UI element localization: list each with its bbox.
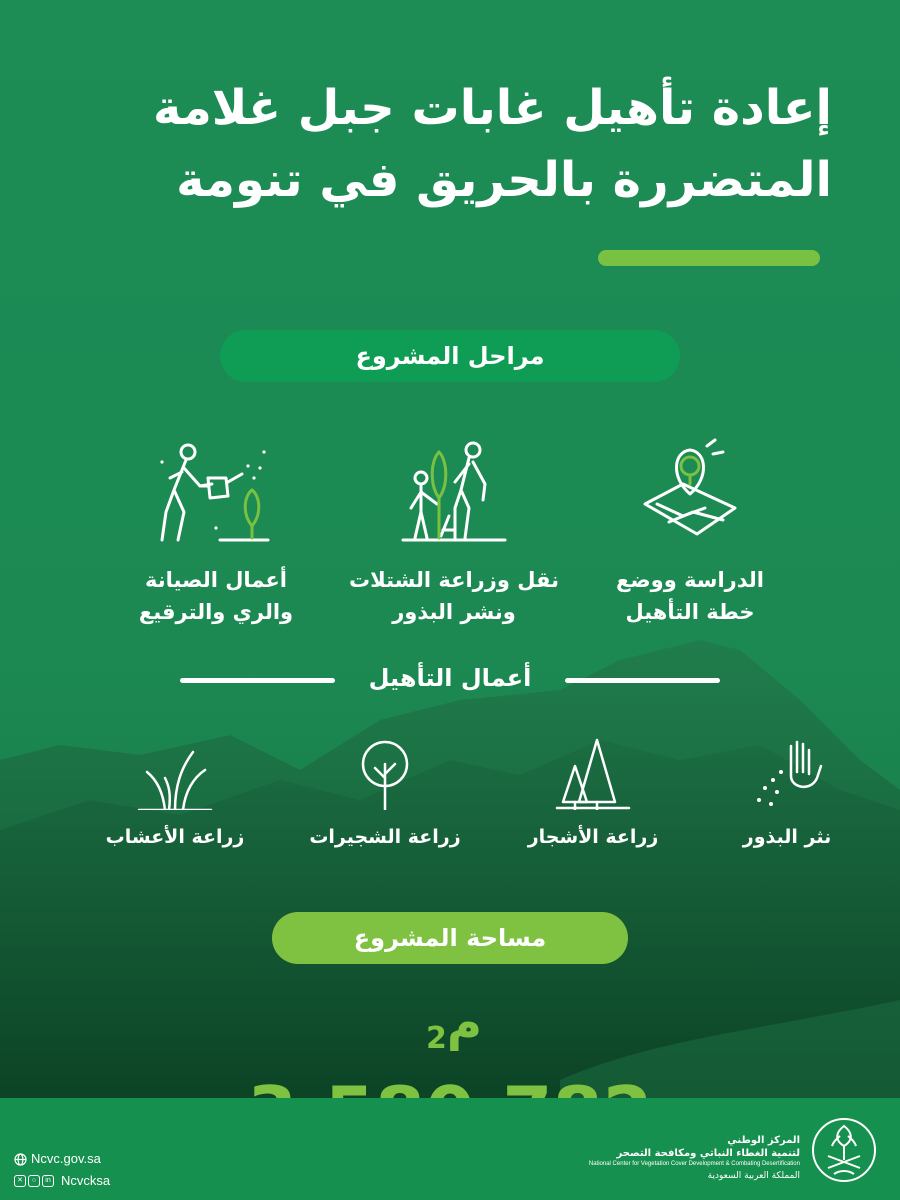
work-seed-scatter — [692, 738, 882, 850]
org-country: المملكة العربية السعودية — [707, 1171, 800, 1181]
stage-2-line-1: نقل وزراعة الشتلات — [349, 568, 559, 592]
stage-maintenance — [96, 438, 336, 628]
linkedin-icon[interactable]: in — [42, 1175, 54, 1187]
twitter-icon[interactable]: ✕ — [14, 1175, 26, 1187]
footer — [0, 1098, 900, 1200]
org-identity — [520, 1134, 800, 1183]
stage-1-line-2: خطة التأهيل — [625, 600, 755, 624]
footer-contact — [14, 1150, 110, 1194]
stage-2-line-2: ونشر البذور — [392, 600, 516, 624]
stage-planting — [334, 438, 574, 628]
divider-left — [180, 678, 335, 683]
org-name-ar-1: المركز الوطني — [727, 1135, 800, 1146]
divider-right — [565, 678, 720, 683]
stage-study-plan-label — [570, 564, 810, 628]
stages-heading-pill: مراحل المشروع — [220, 330, 680, 382]
area-heading-pill: مساحة المشروع — [272, 912, 628, 964]
title-line-2: المتضررة بالحريق في تنومة — [176, 152, 832, 208]
title-line-1: إعادة تأهيل غابات جبل غلامة — [152, 80, 832, 136]
org-name-ar-2: لتنمية الغطاء النباتي ومكافحة التصحر — [616, 1148, 800, 1159]
works-heading-title: أعمال التأهيل — [368, 664, 532, 692]
works-heading — [180, 660, 720, 700]
work-grass-planting-label: زراعة الأعشاب — [105, 826, 245, 848]
area-unit-letter: م — [446, 995, 483, 1051]
work-tree-planting-label: زراعة الأشجار — [527, 826, 659, 848]
globe-icon — [14, 1153, 27, 1166]
work-tree-planting — [498, 738, 688, 850]
work-seed-scatter-label: نثر البذور — [742, 826, 832, 848]
website-row[interactable] — [14, 1150, 110, 1168]
grass-icon — [135, 738, 215, 810]
work-shrub-planting — [290, 738, 480, 850]
social-icons — [14, 1175, 56, 1187]
area-unit-sup: 2 — [425, 1020, 447, 1056]
social-handle[interactable]: Ncvcksa — [61, 1173, 111, 1188]
social-row[interactable] — [14, 1172, 110, 1190]
area-unit — [425, 995, 483, 1056]
saudi-emblem-icon — [810, 1116, 878, 1184]
map-pin-tree-icon — [635, 438, 745, 542]
pine-trees-icon — [553, 738, 633, 810]
instagram-icon[interactable]: ○ — [28, 1175, 40, 1187]
work-grass-planting — [80, 738, 270, 850]
title-underline — [598, 250, 820, 266]
area-value — [240, 978, 660, 1068]
planting-people-icon — [399, 438, 509, 542]
shrub-icon — [345, 738, 425, 810]
website-text[interactable]: Ncvc.gov.sa — [31, 1151, 101, 1166]
seed-scatter-icon — [747, 738, 827, 810]
stage-3-line-1: أعمال الصيانة — [145, 568, 287, 592]
stage-maintenance-label — [96, 564, 336, 628]
stage-study-plan — [570, 438, 810, 628]
page-title — [52, 72, 832, 216]
work-shrub-planting-label: زراعة الشجيرات — [309, 826, 461, 848]
stage-1-line-1: الدراسة ووضع — [616, 568, 764, 592]
watering-person-icon — [156, 438, 276, 542]
stage-3-line-2: والري والترقيع — [138, 600, 294, 624]
stage-planting-label — [334, 564, 574, 628]
org-name-en: National Center for Vegetation Cover Development & Combating Desertification — [588, 1161, 800, 1167]
